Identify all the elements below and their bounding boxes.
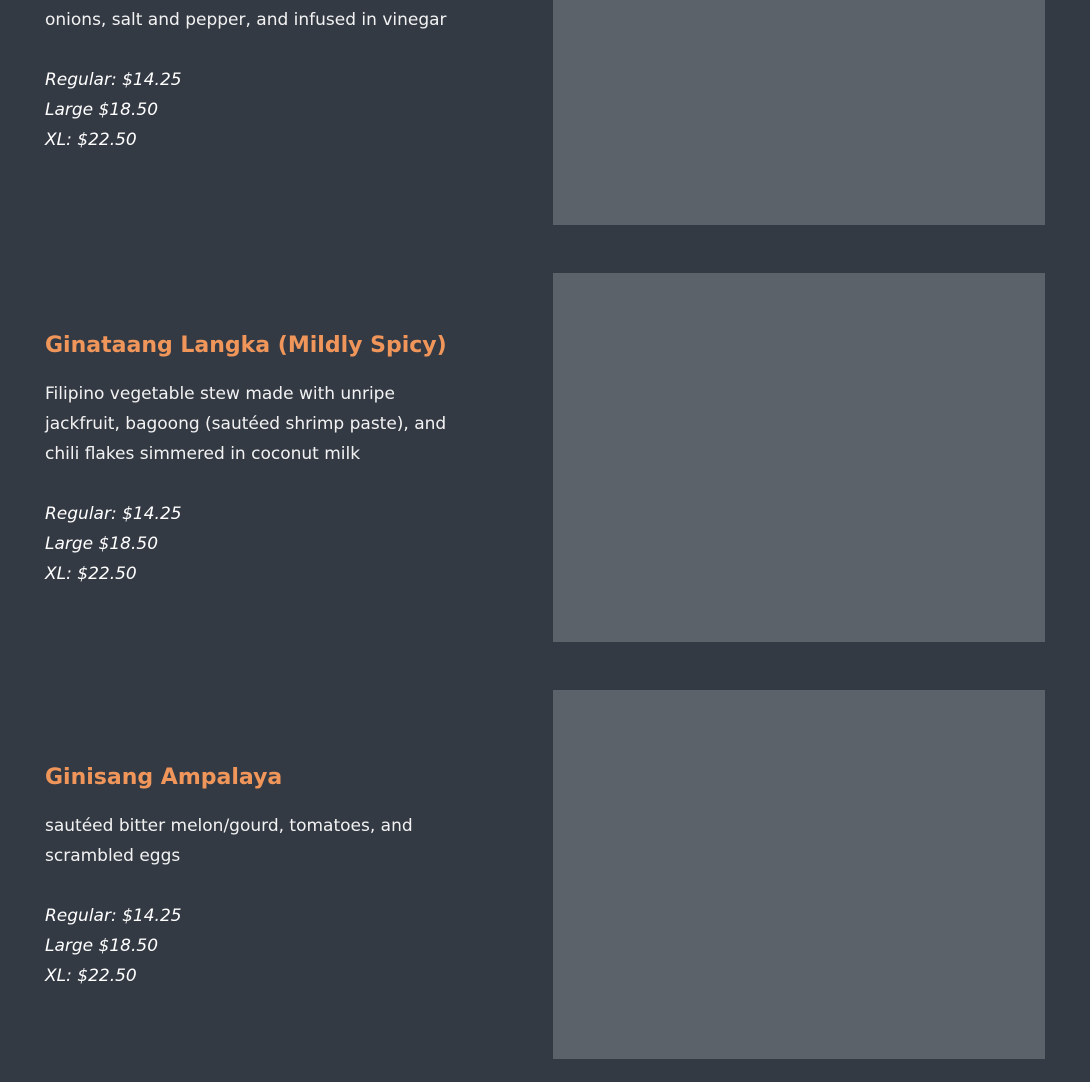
- price-large: Large $18.50: [45, 936, 159, 956]
- menu-item-description: Filipino vegetable stew made with unripe jackfruit, bagoong (sautéed shrimp paste), and chili flakes simmered in coconut milk: [45, 384, 447, 464]
- menu-item-prices: [45, 65, 465, 155]
- menu-item-text: [45, 331, 465, 589]
- menu-item-description: onions, salt and pepper, and infused in vinegar: [45, 10, 447, 30]
- menu-item-text: [45, 5, 465, 155]
- price-regular: Regular: $14.25: [45, 504, 182, 524]
- price-large: Large $18.50: [45, 100, 159, 120]
- menu-item-image: [553, 273, 1045, 642]
- menu-item-image: [553, 690, 1045, 1059]
- menu-item-prices: [45, 499, 465, 589]
- price-large: Large $18.50: [45, 534, 159, 554]
- price-regular: Regular: $14.25: [45, 906, 182, 926]
- price-xl: XL: $22.50: [45, 966, 137, 986]
- menu-item-description: sautéed bitter melon/gourd, tomatoes, and scrambled eggs: [45, 816, 413, 866]
- price-xl: XL: $22.50: [45, 564, 137, 584]
- menu-item-text: [45, 763, 465, 991]
- menu-item-image: [553, 0, 1045, 225]
- menu-item-title: Ginataang Langka (Mildly Spicy): [45, 333, 447, 358]
- menu-item-prices: [45, 901, 465, 991]
- menu-item-title: Ginisang Ampalaya: [45, 765, 283, 790]
- price-xl: XL: $22.50: [45, 130, 137, 150]
- price-regular: Regular: $14.25: [45, 70, 182, 90]
